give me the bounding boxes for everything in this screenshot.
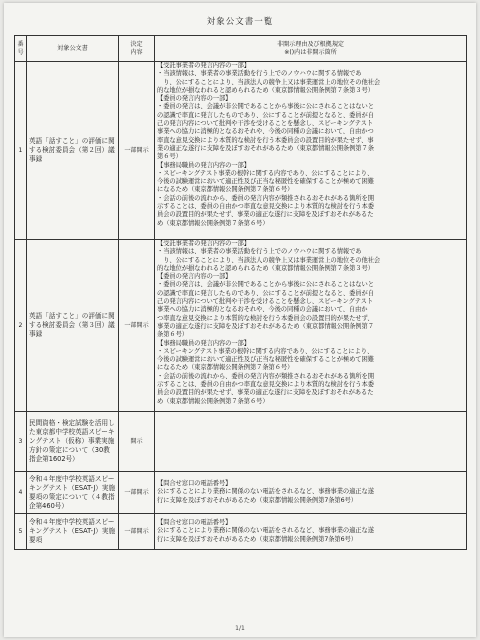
reason-line: の認識で率直に発言したものであり、公にすることが前提となると、委員が自	[157, 111, 374, 119]
document-name: 民間資格・検定試験を活用した東京都中学校英語スピーキングテスト（仮称）事業実施方針の策定について（30教指企第1602号）	[27, 412, 119, 472]
header-reason	[155, 36, 467, 62]
header-decision-line: 決定	[130, 40, 143, 48]
reason-line: つ率直な意見交換により本質的な検討を行う本委員会の設置目的が果たせず、	[157, 314, 374, 322]
reason-line: 【委員の発言内容の一部】	[157, 273, 232, 281]
reason-line: 【問合せ窓口の電話番号】	[157, 519, 232, 527]
reason-line: 率直な意見交換により本質的な検討を行う本委員会の設置目的が果たせず、事	[157, 136, 374, 144]
document-name: 令和４年度中学校英語スピーキングテスト（ESAT-J）実施要項	[27, 514, 119, 550]
reason-line: 業の適正な遂行に支障を及ぼすおそれがあるため（東京都情報公開条例第７条	[157, 144, 374, 152]
reason-line: 事業への協力に消極的となるおそれや、今後の同種の会議において、自由か	[157, 306, 368, 314]
reason-line: 員会の設置目的が果たせず、事業の適正な遂行に支障を及ぼすおそれがあるた	[157, 211, 374, 219]
reason-line: 行に支障を及ぼすおそれがあるため（東京都情報公開条例第7条第6号）	[157, 535, 357, 543]
reason-line: め（東京都情報公開条例第７条第６号）	[157, 219, 269, 227]
reason-line: 員会の設置目的が果たせず、事業の適正な遂行に支障を及ぼすおそれがあるた	[157, 389, 374, 397]
reason-line: になるため（東京都情報公開条例第７条第６号）	[157, 364, 294, 372]
decision-content: 一部開示	[119, 472, 155, 514]
reason-line: 今後の試験運営において適正性及び正当な秘匿性を確保することが極めて困難	[157, 178, 374, 186]
reason-line: 【問合せ窓口の電話番号】	[157, 480, 232, 488]
table-row	[15, 240, 467, 412]
reason-line: 的な地位が損なわれると認められるため（東京都情報公開条例第７条第３号）	[157, 264, 374, 272]
reason-line: 公にすることにより業務に関係のない電話をされるなど、事務事業の適正な遂	[157, 488, 374, 496]
reason-line: 【事務局職員の発言内容の一部】	[157, 339, 250, 347]
reason-line: 第６号）	[157, 153, 182, 161]
reason-line: 【受託事業者の発言内容の一部】	[157, 240, 250, 247]
reason-line: め（東京都情報公開条例第７条第６号）	[157, 397, 269, 405]
nondisclosure-reason	[155, 514, 467, 550]
row-number: 4	[15, 472, 27, 514]
reason-line: 【委員の発言内容の一部】	[157, 95, 232, 103]
reason-line: ・会話の前後の流れから、委員の発言内容が類推されるおそれがある箇所を開	[157, 372, 374, 380]
table-header-row	[15, 36, 467, 62]
reason-line: ・委員の発言は、会議が非公開であることから事後に公にされることはないと	[157, 103, 374, 111]
reason-line: ・当該情報は、事業者の事業活動を行う上でのノウハウに関する情報であ	[157, 70, 362, 78]
reason-line: り、公にすることにより、当該法人の競争上又は事業運営上の地位その他社会	[157, 78, 381, 86]
nondisclosure-reason	[155, 240, 467, 412]
nondisclosure-reason	[155, 412, 467, 472]
decision-content: 開示	[119, 412, 155, 472]
document-page	[4, 3, 476, 637]
reason-line: 条第６号）	[157, 331, 188, 339]
reason-line: の認識で率直に発言したものであり、公にすることが前提となると、委員が自	[157, 289, 374, 297]
reason-line: 【事務局職員の発言内容の一部】	[157, 161, 250, 169]
document-name: 令和４年度中学校英語スピーキングテスト（ESAT-J）実施要項の策定について（４教指企第460号）	[27, 472, 119, 514]
document-list-table	[14, 35, 467, 550]
reason-line: り、公にすることにより、当該法人の競争上又は事業運営上の地位その他社会	[157, 256, 381, 264]
reason-line: 公にすることにより業務に関係のない電話をされるなど、事務事業の適正な遂	[157, 527, 374, 535]
reason-line: ・スピーキングテスト事業の根幹に関する内容であり、公にすることにより、	[157, 169, 374, 177]
row-number: 2	[15, 240, 27, 412]
table-row	[15, 514, 467, 550]
reason-line: 示することは、委員の自由かつ率直な意見交換により本質的な検討を行う本委	[157, 381, 374, 389]
document-name: 英語「話すこと」の評価に関する検討委員会（第３回）議事録	[27, 240, 119, 412]
reason-line: 今後の試験運営において適正性及び正当な秘匿性を確保することが極めて困難	[157, 356, 374, 364]
decision-content: 一部開示	[119, 240, 155, 412]
header-no-line: 番	[17, 40, 24, 48]
reason-line: ・当該情報は、事業者の事業活動を行う上でのノウハウに関する情報であ	[157, 248, 362, 256]
reason-line: 事業の適正な遂行に支障を及ぼすおそれがあるため（東京都情報公開条例第７	[157, 322, 374, 330]
document-title: 対象公文書一覧	[206, 17, 274, 27]
reason-line: になるため（東京都情報公開条例第７条第６号）	[157, 186, 294, 194]
nondisclosure-reason	[155, 62, 467, 240]
reason-line: ・スピーキングテスト事業の根幹に関する内容であり、公にすることにより、	[157, 347, 374, 355]
header-reason-line: ※()内は非開示箇所	[284, 48, 337, 56]
reason-line: 事業への協力に消極的となるおそれや、今後の同種の会議において、自由かつ	[157, 128, 374, 136]
header-decision	[119, 36, 155, 62]
row-number: 5	[15, 514, 27, 550]
reason-line: ・会話の前後の流れから、委員の発言内容が類推されるおそれがある箇所を開	[157, 194, 374, 202]
table-row	[15, 62, 467, 240]
document-name: 英語「話すこと」の評価に関する検討委員会（第２回）議事録	[27, 62, 119, 240]
header-no-line: 号	[17, 48, 24, 56]
reason-line: 己の発言内容について批判や干渉を受けることを懸念し、スピーキングテスト	[157, 120, 374, 128]
reason-line: 行に支障を及ぼすおそれがあるため（東京都情報公開条例第7条第6号）	[157, 496, 357, 504]
table-row	[15, 412, 467, 472]
reason-line: ・委員の発言は、会議が非公開であることから事後に公にされることはないと	[157, 281, 374, 289]
header-decision-line: 内容	[130, 48, 143, 56]
row-number: 3	[15, 412, 27, 472]
decision-content: 一部開示	[119, 62, 155, 240]
nondisclosure-reason	[155, 472, 467, 514]
header-no	[15, 36, 27, 62]
reason-line: 己の発言内容について批判や干渉を受けることを懸念し、スピーキングテスト	[157, 298, 374, 306]
reason-line: 【受託事業者の発言内容の一部】	[157, 62, 250, 69]
header-reason-line: 非開示理由及び根拠規定	[276, 40, 345, 48]
table-row	[15, 472, 467, 514]
decision-content: 一部開示	[119, 514, 155, 550]
page-number: 1/1	[235, 625, 245, 632]
row-number: 1	[15, 62, 27, 240]
header-document: 対象公文書	[27, 36, 119, 62]
reason-line: 的な地位が損なわれると認められるため（東京都情報公開条例第７条第３号）	[157, 86, 374, 94]
reason-line: 示することは、委員の自由かつ率直な意見交換により本質的な検討を行う本委	[157, 203, 374, 211]
